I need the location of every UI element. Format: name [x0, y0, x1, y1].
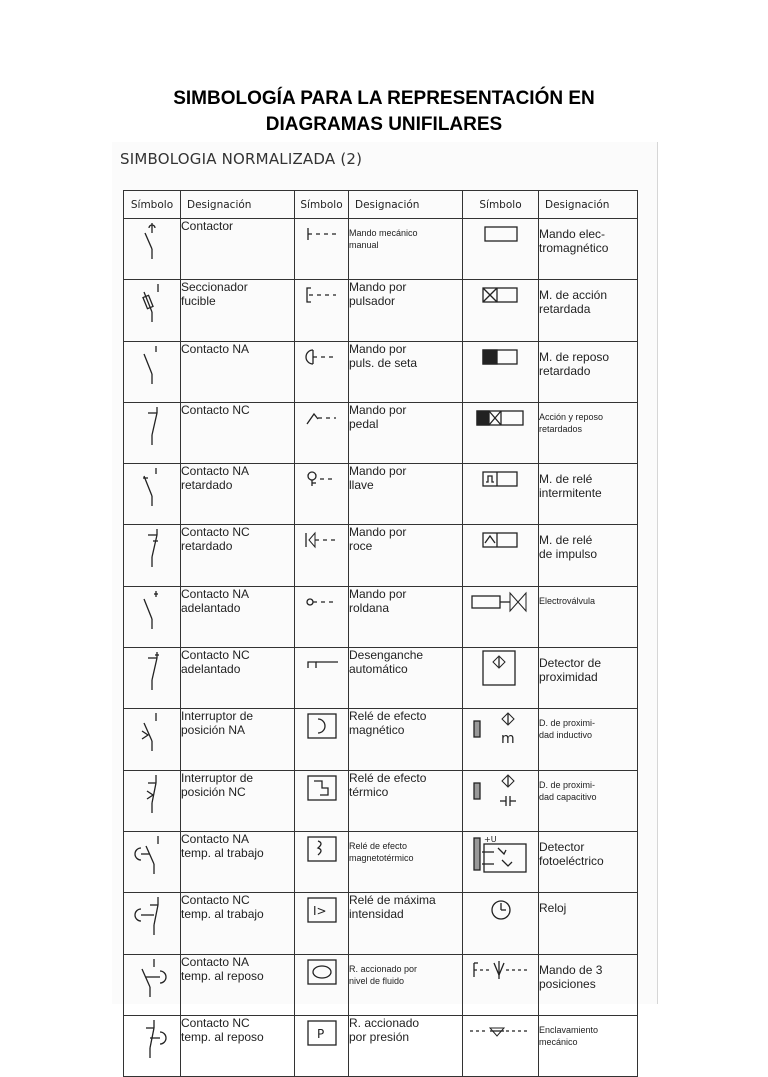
key-control-symbol: [295, 464, 349, 525]
designation-cell: Relé de efecto magnetotérmico: [349, 831, 463, 892]
table-row: [124, 770, 638, 831]
no-contact-early-symbol: [124, 586, 181, 647]
title-line-1: SIMBOLOGÍA PARA LA REPRESENTACIÓN EN: [173, 88, 595, 109]
designation-cell: Interruptor de posición NC: [181, 770, 295, 831]
contactor-symbol: [124, 219, 181, 280]
designation-cell: M. de acción retardada: [539, 280, 638, 341]
designation-cell: Mando de 3 posiciones: [539, 954, 638, 1015]
designation-cell: Contacto NA temp. al reposo: [181, 954, 295, 1015]
three-position-control-symbol: [463, 954, 539, 1015]
no-contact-delayed-symbol: [124, 464, 181, 525]
pushbutton-control-symbol: [295, 280, 349, 341]
table-row: [124, 831, 638, 892]
inductive-proximity-symbol: [463, 709, 539, 770]
designation-cell: Contacto NC temp. al trabajo: [181, 893, 295, 954]
position-switch-nc-symbol: [124, 770, 181, 831]
table-row: [124, 464, 638, 525]
table-subtitle: SIMBOLOGIA NORMALIZADA (2): [120, 150, 363, 168]
photo-plus-label: +U: [483, 834, 497, 844]
header-symbol-1: Símbolo: [124, 191, 181, 219]
nc-contact-delayed-symbol: [124, 525, 181, 586]
designation-cell: M. de relé de impulso: [539, 525, 638, 586]
inductive-m-label: m: [500, 731, 515, 748]
designation-cell: Detector de proximidad: [539, 648, 638, 709]
title-line-2: DIAGRAMAS UNIFILARES: [265, 114, 503, 135]
flasher-relay-symbol: [463, 464, 539, 525]
designation-cell: Contactor: [181, 219, 295, 280]
designation-cell: Interruptor de posición NA: [181, 709, 295, 770]
header-designation-1: Designación: [181, 191, 295, 219]
header-designation-2: Designación: [349, 191, 463, 219]
max-current-label: I>: [312, 904, 327, 919]
table-row: [124, 219, 638, 280]
fuse-disconnector-symbol: [124, 280, 181, 341]
max-current-relay-symbol: [295, 893, 349, 954]
table-row: [124, 648, 638, 709]
designation-cell: Electroválvula: [539, 586, 638, 647]
impulse-relay-symbol: [463, 525, 539, 586]
designation-cell: Desenganche automático: [349, 648, 463, 709]
thermal-relay-symbol: [295, 770, 349, 831]
designation-cell: D. de proximi- dad inductivo: [539, 709, 638, 770]
designation-cell: Relé de máxima intensidad: [349, 893, 463, 954]
designation-cell: Mando por pulsador: [349, 280, 463, 341]
designation-cell: Mando por roce: [349, 525, 463, 586]
symbol-table: [123, 190, 638, 1077]
mushroom-button-control-symbol: [295, 341, 349, 402]
designation-cell: Contacto NA retardado: [181, 464, 295, 525]
designation-cell: Relé de efecto térmico: [349, 770, 463, 831]
table-row: [124, 525, 638, 586]
capacitive-proximity-symbol: [463, 770, 539, 831]
electromagnetic-control-symbol: [463, 219, 539, 280]
table-row: [124, 402, 638, 463]
designation-cell: Mando mecánico manual: [349, 219, 463, 280]
delayed-action-symbol: [463, 280, 539, 341]
fluid-level-relay-symbol: [295, 954, 349, 1015]
table-header-row: [124, 191, 638, 219]
designation-cell: M. de relé intermitente: [539, 464, 638, 525]
table-row: [124, 586, 638, 647]
designation-cell: Detector fotoeléctrico: [539, 831, 638, 892]
header-designation-3: Designación: [539, 191, 638, 219]
delayed-action-rest-symbol: [463, 402, 539, 463]
table-row: [124, 1015, 638, 1076]
table-row: [124, 709, 638, 770]
designation-cell: Acción y reposo retardados: [539, 402, 638, 463]
proximity-detector-symbol: [463, 648, 539, 709]
designation-cell: Contacto NC retardado: [181, 525, 295, 586]
designation-cell: Reloj: [539, 893, 638, 954]
designation-cell: Mando elec- tromagnético: [539, 219, 638, 280]
table-row: [124, 341, 638, 402]
nc-contact-early-symbol: [124, 648, 181, 709]
nc-contact-symbol: [124, 402, 181, 463]
designation-cell: Mando por llave: [349, 464, 463, 525]
no-contact-symbol: [124, 341, 181, 402]
delayed-rest-symbol: [463, 341, 539, 402]
no-contact-on-delay-symbol: [124, 831, 181, 892]
designation-cell: Contacto NC adelantado: [181, 648, 295, 709]
automatic-release-symbol: [295, 648, 349, 709]
designation-cell: M. de reposo retardado: [539, 341, 638, 402]
designation-cell: Mando por puls. de seta: [349, 341, 463, 402]
designation-cell: Contacto NC: [181, 402, 295, 463]
magnetothermal-relay-symbol: [295, 831, 349, 892]
designation-cell: Seccionador fucible: [181, 280, 295, 341]
designation-cell: R. accionado por nivel de fluido: [349, 954, 463, 1015]
pressure-letter: P: [316, 1026, 324, 1041]
table-row: [124, 280, 638, 341]
photoelectric-detector-symbol: [463, 831, 539, 892]
pressure-relay-symbol: [295, 1015, 349, 1076]
designation-cell: Enclavamiento mecánico: [539, 1015, 638, 1076]
designation-cell: Contacto NC temp. al reposo: [181, 1015, 295, 1076]
designation-cell: R. accionado por presión: [349, 1015, 463, 1076]
position-switch-no-symbol: [124, 709, 181, 770]
document-title: [0, 86, 768, 138]
solenoid-valve-symbol: [463, 586, 539, 647]
roller-control-symbol: [295, 586, 349, 647]
nc-contact-off-delay-symbol: [124, 1015, 181, 1076]
clock-icon: [463, 893, 539, 954]
designation-cell: Contacto NA temp. al trabajo: [181, 831, 295, 892]
pedal-control-symbol: [295, 402, 349, 463]
friction-control-symbol: [295, 525, 349, 586]
header-symbol-2: Símbolo: [295, 191, 349, 219]
table-row: [124, 893, 638, 954]
designation-cell: Contacto NA: [181, 341, 295, 402]
no-contact-off-delay-symbol: [124, 954, 181, 1015]
magnetic-relay-symbol: [295, 709, 349, 770]
designation-cell: Relé de efecto magnético: [349, 709, 463, 770]
designation-cell: Mando por pedal: [349, 402, 463, 463]
manual-mechanical-control-symbol: [295, 219, 349, 280]
mechanical-interlock-symbol: [463, 1015, 539, 1076]
nc-contact-on-delay-symbol: [124, 893, 181, 954]
table-row: [124, 954, 638, 1015]
header-symbol-3: Símbolo: [463, 191, 539, 219]
designation-cell: D. de proximi- dad capacitivo: [539, 770, 638, 831]
designation-cell: Contacto NA adelantado: [181, 586, 295, 647]
designation-cell: Mando por roldana: [349, 586, 463, 647]
